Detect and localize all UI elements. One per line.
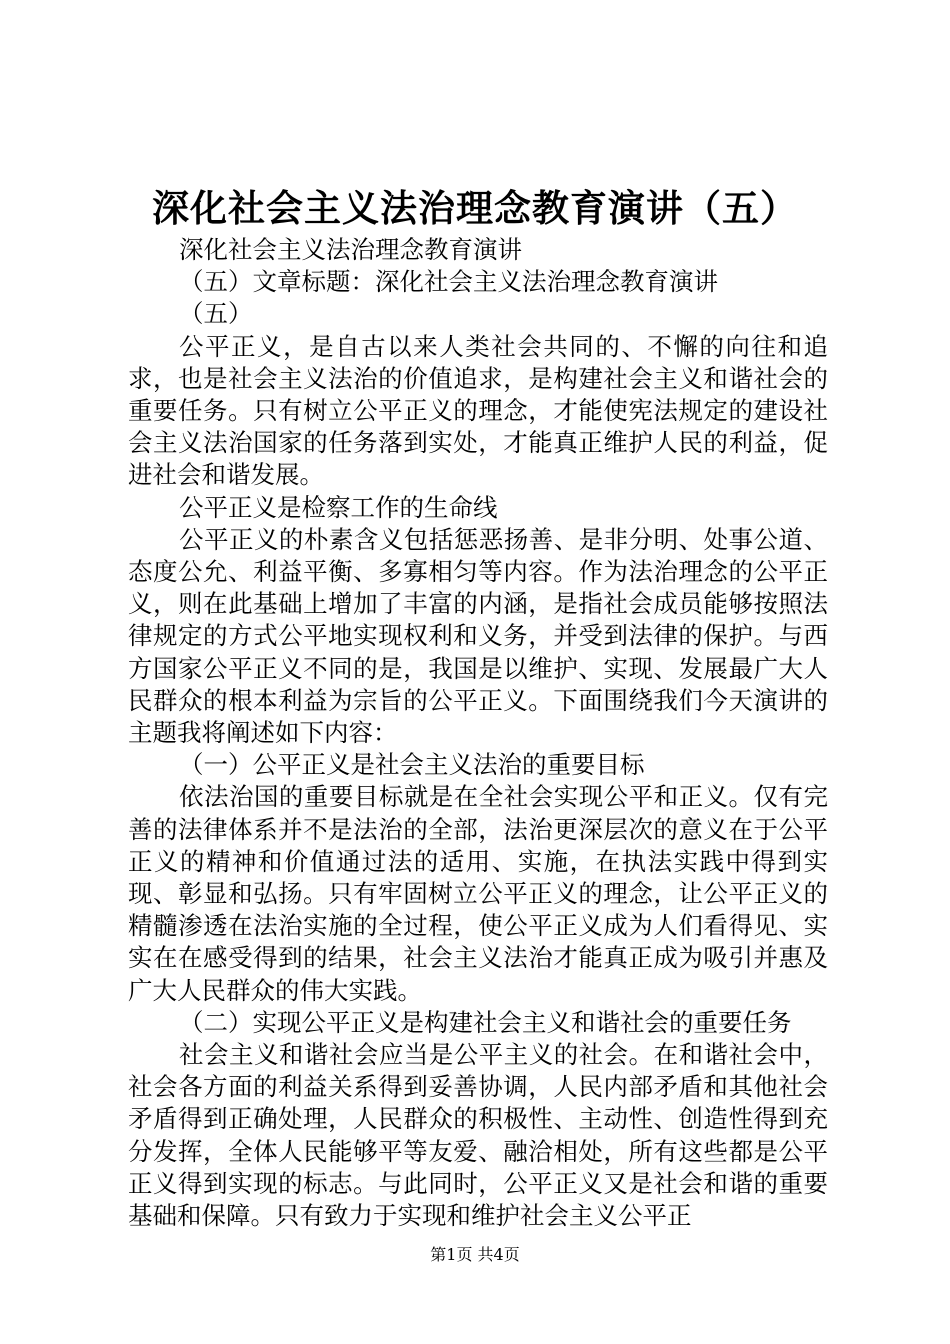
section-heading: 公平正义是检察工作的生命线 [179,492,498,522]
body-paragraph: 公平正义的朴素含义包括惩恶扬善、是非分明、处事公道、态度公允、利益平衡、多寡相匀等内容。作为法治理念的公平正义，则在此基础上增加了丰富的内涵，是指社会成员能够按照法律规定的方式公平地实现权利和义务，并受到法律的保护。与西方国家公平正义不同的是，我国是以维护、实现、发展最广大人民群众的根本利益为宗旨的公平正义。下面围绕我们今天演讲的主题我将阐述如下内容： [128,524,828,748]
document-title: 深化社会主义法治理念教育演讲（五） [152,186,798,230]
body-paragraph: 依法治国的重要目标就是在全社会实现公平和正义。仅有完善的法律体系并不是法治的全部，法治更深层次的意义在于公平正义的精神和价值通过法的适用、实施，在执法实践中得到实现、彰显和弘扬。只有牢固树立公平正义的理念，让公平正义的精髓渗透在法治实施的全过程，使公平正义成为人们看得见、实实在在感受得到的结果，社会主义法治才能真正成为吸引并惠及广大人民群众的伟大实践。 [128,782,828,1005]
body-paragraph: 社会主义和谐社会应当是公平主义的社会。在和谐社会中，社会各方面的利益关系得到妥善协调，人民内部矛盾和其他社会矛盾得到正确处理，人民群众的积极性、主动性、创造性得到充分发挥，全体人民能够平等友爱、融洽相处，所有这些都是公平正义得到实现的标志。与此同时，公平正义又是社会和谐的重要基础和保障。只有致力于实现和维护社会主义公平正 [128,1040,828,1231]
page-footer: 第1页 共4页 [430,1245,520,1264]
section-heading: （二）实现公平正义是构建社会主义和谐社会的重要任务 [179,1007,792,1037]
body-paragraph: （五）文章标题：深化社会主义法治理念教育演讲 [179,267,718,297]
body-paragraph: （五） [179,299,253,329]
section-heading: （一）公平正义是社会主义法治的重要目标 [179,750,645,780]
body-paragraph: 公平正义，是自古以来人类社会共同的、不懈的向往和追求，也是社会主义法治的价值追求，是构建社会主义和谐社会的重要任务。只有树立公平正义的理念，才能使宪法规定的建设社会主义法治国家的任务落到实处，才能真正维护人民的利益，促进社会和谐发展。 [128,331,828,490]
document-body [128,234,828,1232]
body-paragraph: 深化社会主义法治理念教育演讲 [179,235,522,264]
